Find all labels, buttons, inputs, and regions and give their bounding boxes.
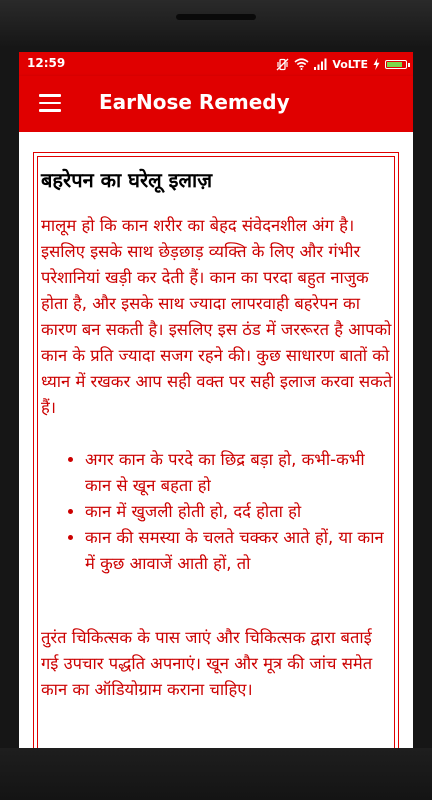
- status-icons: [276, 55, 407, 73]
- battery-level: [387, 62, 402, 67]
- list-item: • कान में खुजली होती हो, दर्द होता हो: [85, 499, 393, 525]
- signal-icon: [314, 58, 327, 70]
- list-item: • अगर कान के परदे का छिद्र बड़ा हो, कभी-कभी कान से खून बहता हो: [85, 447, 393, 499]
- hamburger-menu-icon[interactable]: [39, 94, 61, 114]
- network-label: VoLTE: [332, 57, 368, 71]
- article-card: [33, 152, 399, 748]
- screen: [19, 52, 413, 748]
- wifi-icon: [294, 58, 309, 70]
- app-title: EarNose Remedy: [99, 90, 290, 114]
- charging-icon: [373, 58, 380, 70]
- article-title: बहरेपन का घरेलू इलाज़: [41, 168, 213, 192]
- phone-bottom-bezel: [0, 748, 432, 800]
- symptom-list: [41, 447, 393, 577]
- list-item: • कान की समस्या के चलते चक्कर आते हों, या कान में कुछ आवाजें आती हों, तो: [85, 525, 393, 577]
- app-bar: [19, 76, 413, 132]
- status-bar: [19, 52, 413, 76]
- article-advice: तुरंत चिकित्सक के पास जाएं और चिकित्सक द्वारा बताई गई उपचार पद्धति अपनाएं। खून और मूत्र की जांच समेत कान का ऑडियोग्राम कराना चाहिए।: [41, 628, 373, 699]
- article-body: [41, 163, 393, 703]
- article-intro: मालूम हो कि कान शरीर का बेहद संवेदनशील अंग है। इसलिए इसके साथ छेड़छाड़ व्यक्ति के लिए और गंभीर परेशानियां खड़ी कर देती हैं। कान का परदा बहुत नाजुक होता है, और इसके साथ ज्यादा लापरवाही बहरेपन का कारण बन सकती है। इसलिए इस ठंड में जररूरत है आपको कान के प्रति ज्यादा सजग रहने की। कुछ साधारण बातों को ध्यान में रखकर आप सही वक्त पर सही इलाज करवा सकते हैं।: [41, 216, 393, 417]
- battery-icon: [385, 60, 407, 69]
- status-time: 12:59: [27, 56, 66, 70]
- article-content[interactable]: [19, 132, 413, 748]
- vibrate-icon: [276, 58, 289, 71]
- earpiece-speaker: [176, 14, 256, 20]
